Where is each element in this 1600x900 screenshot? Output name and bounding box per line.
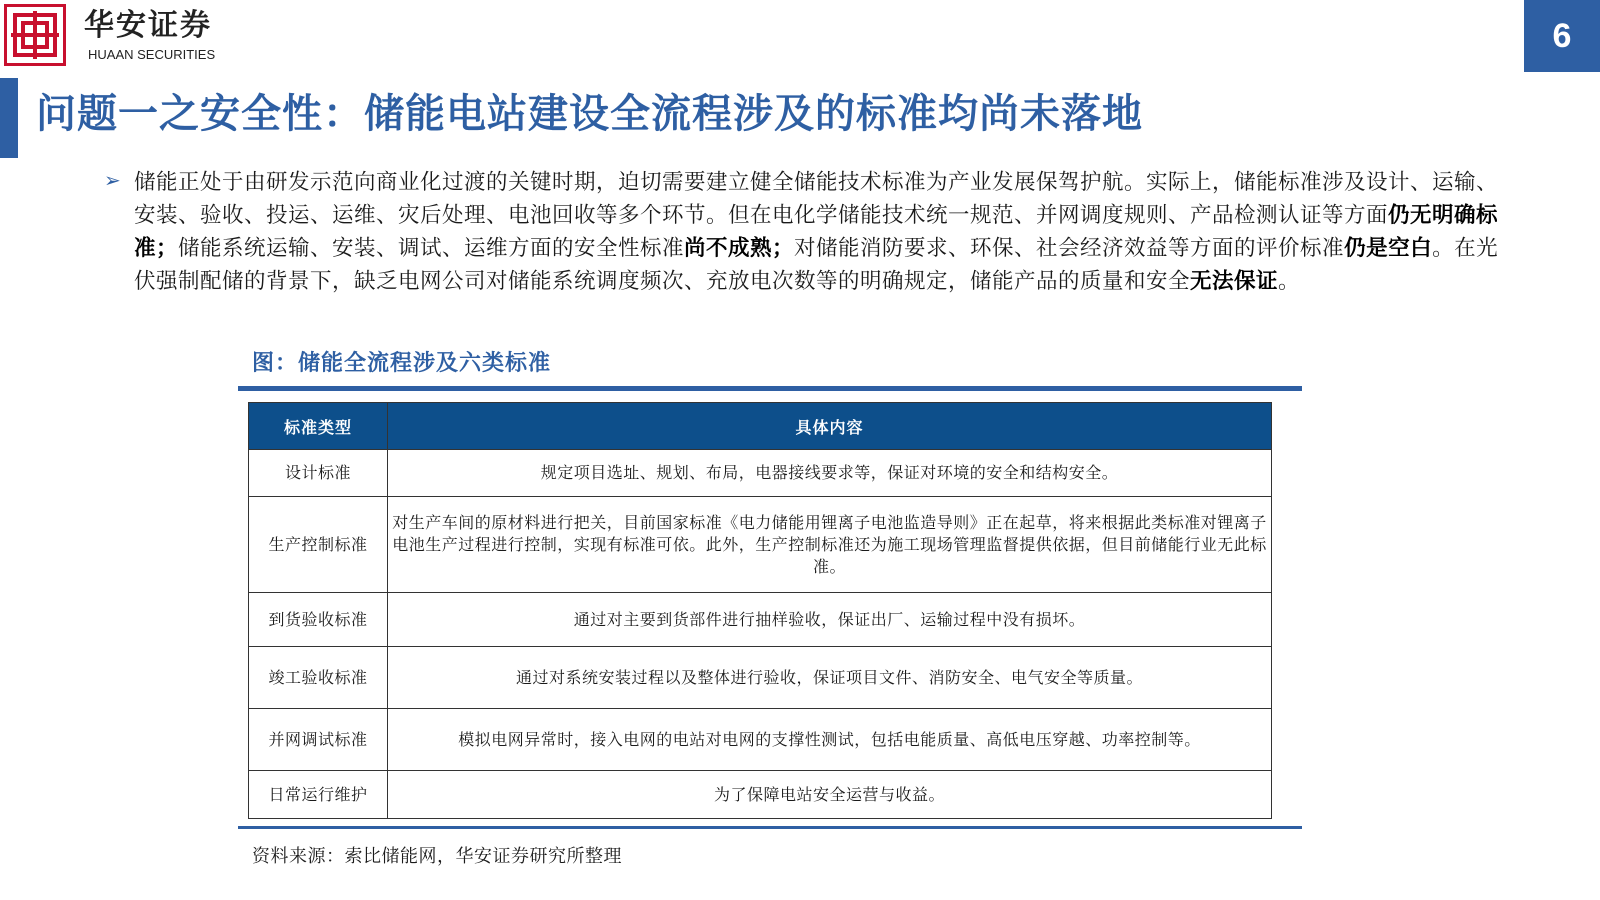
row-content: 模拟电网异常时，接入电网的电站对电网的支撑性测试，包括电能质量、高低电压穿越、功率控制等。 xyxy=(388,709,1272,771)
page-number: 6 xyxy=(1524,0,1600,72)
row-type: 生产控制标准 xyxy=(249,497,388,593)
row-type: 日常运行维护 xyxy=(249,771,388,819)
row-content: 为了保障电站安全运营与收益。 xyxy=(388,771,1272,819)
row-content: 规定项目选址、规划、布局，电器接线要求等，保证对环境的安全和结构安全。 xyxy=(388,450,1272,497)
figure-source: 资料来源：索比储能网，华安证券研究所整理 xyxy=(252,846,622,867)
title-accent-bar xyxy=(0,78,18,158)
row-type: 设计标准 xyxy=(249,450,388,497)
table-row xyxy=(249,497,1272,593)
table-header-row xyxy=(249,403,1272,450)
header-type: 标准类型 xyxy=(249,403,388,450)
brand-name-en: HUAAN SECURITIES xyxy=(88,47,216,62)
row-type: 竣工验收标准 xyxy=(249,647,388,709)
para-text-2: 储能系统运输、安装、调试、运维方面的安全性标准 xyxy=(178,236,685,261)
huaan-logo-icon xyxy=(4,4,66,66)
row-type: 并网调试标准 xyxy=(249,709,388,771)
body-paragraph xyxy=(134,166,1514,298)
table-row xyxy=(249,647,1272,709)
table-row xyxy=(249,709,1272,771)
para-text-1: 储能正处于由研发示范向商业化过渡的关键时期，迫切需要建立健全储能技术标准为产业发展保驾护航。实际上，储能标准涉及设计、运输、安装、验收、投运、运维、灾后处理、电池回收等多个环节。但在电化学储能技术统一规范、并网调度规则、产品检测认证等方面 xyxy=(134,170,1499,228)
figure-bottom-rule xyxy=(238,826,1302,829)
brand-name-cn: 华安证券 xyxy=(84,8,212,43)
standards-table xyxy=(248,402,1272,819)
para-bold-2: 尚不成熟； xyxy=(684,236,795,261)
header-content: 具体内容 xyxy=(388,403,1272,450)
bullet-arrow-icon: ➢ xyxy=(104,168,121,192)
para-bold-1: 仍无明确标准； xyxy=(134,203,1499,261)
figure-title: 图：储能全流程涉及六类标准 xyxy=(252,351,552,376)
table-row xyxy=(249,771,1272,819)
para-text-5: 。 xyxy=(1278,269,1301,294)
row-type: 到货验收标准 xyxy=(249,593,388,647)
table-row xyxy=(249,593,1272,647)
para-text-4: 。在光伏强制配储的背景下，缺乏电网公司对储能系统调度频次、充放电次数等的明确规定，储能产品的质量和安全 xyxy=(134,236,1499,294)
row-content: 通过对系统安装过程以及整体进行验收，保证项目文件、消防安全、电气安全等质量。 xyxy=(388,647,1272,709)
page-title: 问题一之安全性：储能电站建设全流程涉及的标准均尚未落地 xyxy=(36,91,1143,137)
row-content: 通过对主要到货部件进行抽样验收，保证出厂、运输过程中没有损坏。 xyxy=(388,593,1272,647)
para-bold-4: 无法保证 xyxy=(1190,269,1279,294)
para-text-3: 对储能消防要求、环保、社会经济效益等方面的评价标准 xyxy=(794,236,1345,261)
table-row xyxy=(249,450,1272,497)
para-bold-3: 仍是空白 xyxy=(1344,236,1433,261)
figure-top-rule xyxy=(238,386,1302,391)
row-content: 对生产车间的原材料进行把关，目前国家标准《电力储能用锂离子电池监造导则》正在起草，将来根据此类标准对锂离子电池生产过程进行控制，实现有标准可依。此外，生产控制标准还为施工现场管理监督提供依据，但目前储能行业无此标准。 xyxy=(388,497,1272,593)
